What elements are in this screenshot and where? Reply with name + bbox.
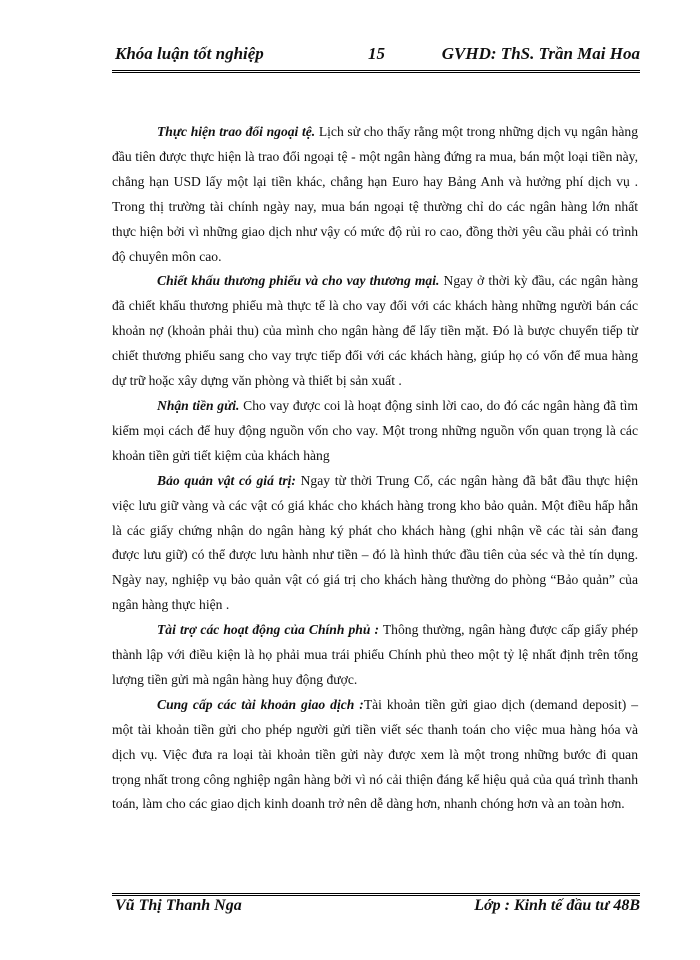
header-thesis-title: Khóa luận tốt nghiệp	[115, 44, 264, 63]
paragraph-text: Lịch sử cho thấy rằng một trong những dịch vụ ngân hàng đầu tiên được thực hiện là trao đổi ngoại tệ - một ngân hàng đứng ra mua, bán một loại tiền này, chẳng hạn USD lấy một lại tiền khác, chẳng hạn Euro hay Bảng Anh và hưởng phí dịch vụ . Trong thị trường tài chính ngày nay, mua bán ngoại tệ thường chỉ do các ngân hàng lớn nhất thực hiện bởi vì những giao dịch như vậy có mức độ rủi ro cao, đồng thời yêu cầu phải có trình độ chuyên môn cao.	[112, 124, 639, 264]
paragraph-text: Ngay ở thời kỳ đầu, các ngân hàng đã chiết khấu thương phiếu mà thực tế là cho vay đối với các khách hàng những người bán các khoản nợ (khoản phải thu) của mình cho ngân hàng để lấy tiền mặt. Đó là bược chuyển tiếp từ chiết thương phiếu sang cho vay trực tiếp đối với các khách hàng, giúp họ có vốn để mua hàng dự trữ hoặc xây dựng văn phòng và thiết bị sản xuất .	[112, 273, 638, 389]
paragraph-transaction-accounts	[112, 693, 638, 818]
page-footer	[115, 897, 640, 919]
paragraph-government-financing	[112, 618, 638, 693]
paragraph-heading: Cung cấp các tài khoản giao dịch :	[157, 696, 364, 712]
footer-author: Vũ Thị Thanh Nga	[115, 897, 242, 914]
footer-divider	[112, 893, 640, 896]
paragraph-text: Tài khoản tiền gửi giao dịch (demand deposit) – một tài khoản tiền gửi cho phép người gửi tiền viết séc thanh toán cho việc mua hàng hóa và dịch vụ. Việc đưa ra loại tài khoản tiền gửi này được xem là một trong những bước đi quan trọng nhất trong công nghiệp ngân hàng bởi vì nó cải thiện đáng kể hiệu quả của quá trình thanh toán, làm cho các giao dịch kinh doanh trở nên dễ dàng hơn, nhanh chóng hơn và an toàn hơn.	[112, 696, 638, 812]
paragraph-foreign-exchange	[112, 120, 638, 269]
page-number: 15	[368, 44, 385, 63]
paragraph-safekeeping	[112, 469, 638, 618]
footer-class: Lớp : Kinh tế đầu tư 48B	[474, 897, 640, 914]
paragraph-text: Cho vay được coi là hoạt động sinh lời cao, do đó các ngân hàng đã tìm kiếm mọi cách để huy động nguồn vốn cho vay. Một trong những nguồn vốn quan trọng là các khoản tiền gửi tiết kiệm của khách hàng	[112, 397, 639, 463]
paragraph-heading: Nhận tiền gửi.	[157, 397, 240, 413]
header-divider	[112, 70, 640, 73]
paragraph-text: Thông thường, ngân hàng được cấp giấy phép thành lập với điều kiện là họ phải mua trái phiếu Chính phủ theo một tỷ lệ nhất định trên tổng lượng tiền gửi mà ngân hàng huy động được.	[112, 622, 639, 687]
paragraph-heading: Bảo quản vật có giá trị:	[157, 472, 296, 488]
paragraph-heading: Tài trợ các hoạt động của Chính phủ :	[157, 622, 380, 638]
paragraph-text: Ngay từ thời Trung Cổ, các ngân hàng đã bắt đầu thực hiện việc lưu giữ vàng và các vật có giá khác cho khách hàng trong kho bảo quản. Một điều hấp hẫn là các giấy chứng nhận do ngân hàng ký phát cho khách hàng (ghi nhận về các tài sản đang được lưu giữ) có thể được lưu hành như tiền – đó là hình thức đầu tiên của séc và thẻ tín dụng. Ngày nay, nghiệp vụ bảo quản vật có giá trị cho khách hàng thường do phòng “Bảo quản” của ngân hàng thực hiện .	[112, 472, 638, 613]
paragraph-deposits	[112, 394, 638, 469]
paragraph-discounting	[112, 269, 638, 394]
page-header	[115, 44, 640, 66]
paragraph-heading: Chiết khấu thương phiếu và cho vay thương mại.	[157, 273, 440, 289]
body-text	[112, 120, 638, 817]
header-advisor: GVHD: ThS. Trần Mai Hoa	[441, 44, 640, 63]
paragraph-heading: Thực hiện trao đổi ngoại tệ.	[157, 124, 316, 139]
